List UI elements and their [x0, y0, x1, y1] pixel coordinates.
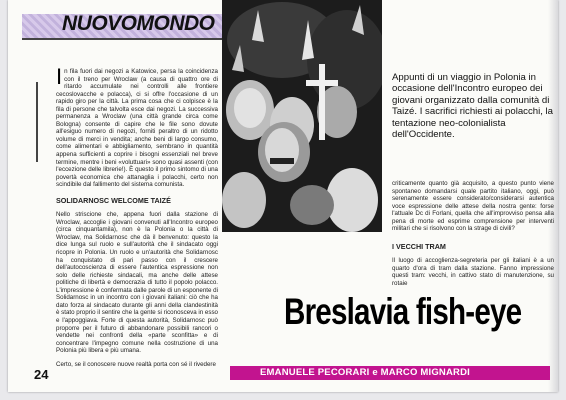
section-brand-title: NUOVOMONDO: [62, 12, 215, 35]
column-margin-bar: [36, 82, 38, 162]
byline: EMANUELE PECORARI e MARCO MIGNARDI: [260, 367, 471, 378]
article-paragraph-1: In fila fuori dai negozi a Katowice, persa la coincidenza con il treno per Wroclaw (a causa di quattro ore di ritardo accumulate nei controlli alle frontiere cecoslovacche e polacca), ci si offre l'occasione di un rapido giro per la città. La prima cosa che ci colpisce è la fila di persone che talvolta esce dai negozi. La successiva permanenza a Wroclaw (una città grande circa come Bologna) consente di capire che le file sono dovute all'esiguo numero di negozi, forniti peraltro di un ridotto volume di merci in vendita; anche beni di largo consumo, come alimentari e abbigliamento, sembrano in quantità appena sufficienti a coprire i bisogni essenziali nel breve termine, mentre i beni «voluttuari» sono quasi assenti (con l'eccezione delle librerie!). È questo il primo sintomo di una povertà economica che attanaglia i polacchi, certo non scindibile dal fallimento del sistema comunista.: [56, 64, 218, 189]
subheading-tram: I VECCHI TRAM: [392, 241, 446, 251]
article-right-column: [392, 180, 554, 294]
crowd-photo: [222, 0, 382, 232]
magazine-page: [8, 0, 558, 392]
right-paragraph-1: criticamente quanto già acquisito, a questo punto viene spontaneo domandarsi quale partito italiano, oggi, può serenamente essere considerato/considerarsi autentica voce espressione delle attese della nostra gente: forse l'attuale Dc di Forlani, quella che all'improvviso pensa alla pena di morte ed esprime comprensione per interventi militari che si risolvono con la strage di civili?: [392, 180, 554, 233]
header-rule: [22, 38, 222, 40]
article-paragraph-3: Certo, se il conoscere nuove realtà porta con sé il rivedere: [56, 360, 216, 368]
drop-cap: I: [56, 64, 63, 89]
right-paragraph-2: Il luogo di accoglienza-segreteria per gli italiani è a un quarto d'ora di tram dalla stazione. Fanno impressione questi tram: vecchi, in cattivo stato di manutenzione, su rotaie: [392, 257, 554, 288]
page-number: 24: [34, 367, 49, 382]
article-intro: Appunti di un viaggio in Polonia in occasione dell'Incontro europeo dei giovani organizzato dalla comunità di Taizé. I sacrifici richiesti ai polacchi, la tentazione neo-colonialista dell'Occidente.: [392, 72, 554, 141]
subheading-solidarnosc: SOLIDARNOSC WELCOME TAIZÉ: [56, 195, 171, 205]
article-paragraph-2: Nello striscione che, appena fuori dalla stazione di Wroclaw, accoglie i giovani convenuti all'Incontro europeo (circa cinquantamila), non è la Polonia o la città di Wroclaw, ma Solidarnosc che dà il benvenuto: questo la dice lunga sul ruolo e sull'autorità che il sindacato oggi ricopre in Polonia. Un ruolo e un'autorità che Solidarnosc ha conquistato di pari passo con il crescere dell'autocoscienza di essere l'autentica espressione non solo delle richieste sindacali, ma anche delle attese politiche di libertà e democrazia di tutto il popolo polacco. L'impressione è confermata dalle parole di un esponente di Solidarnosc in un incontro con i giovani italiani: ciò che ha dato forza al sindacato durante gli anni della clandestinità è stato proprio il sentire che la gente si riconosceva in esso e l'appoggiava. Forte di questa autorità, Solidarnosc può proporre per il futuro di abbandonare possibili rancori o vendette nei confronti della «parte sconfitta» e di concentrare l'impegno comune nella costruzione di una Polonia più libera e più umana.: [56, 211, 218, 355]
article-headline: Breslavia fish-eye: [284, 291, 522, 332]
article-left-column: [56, 64, 218, 374]
